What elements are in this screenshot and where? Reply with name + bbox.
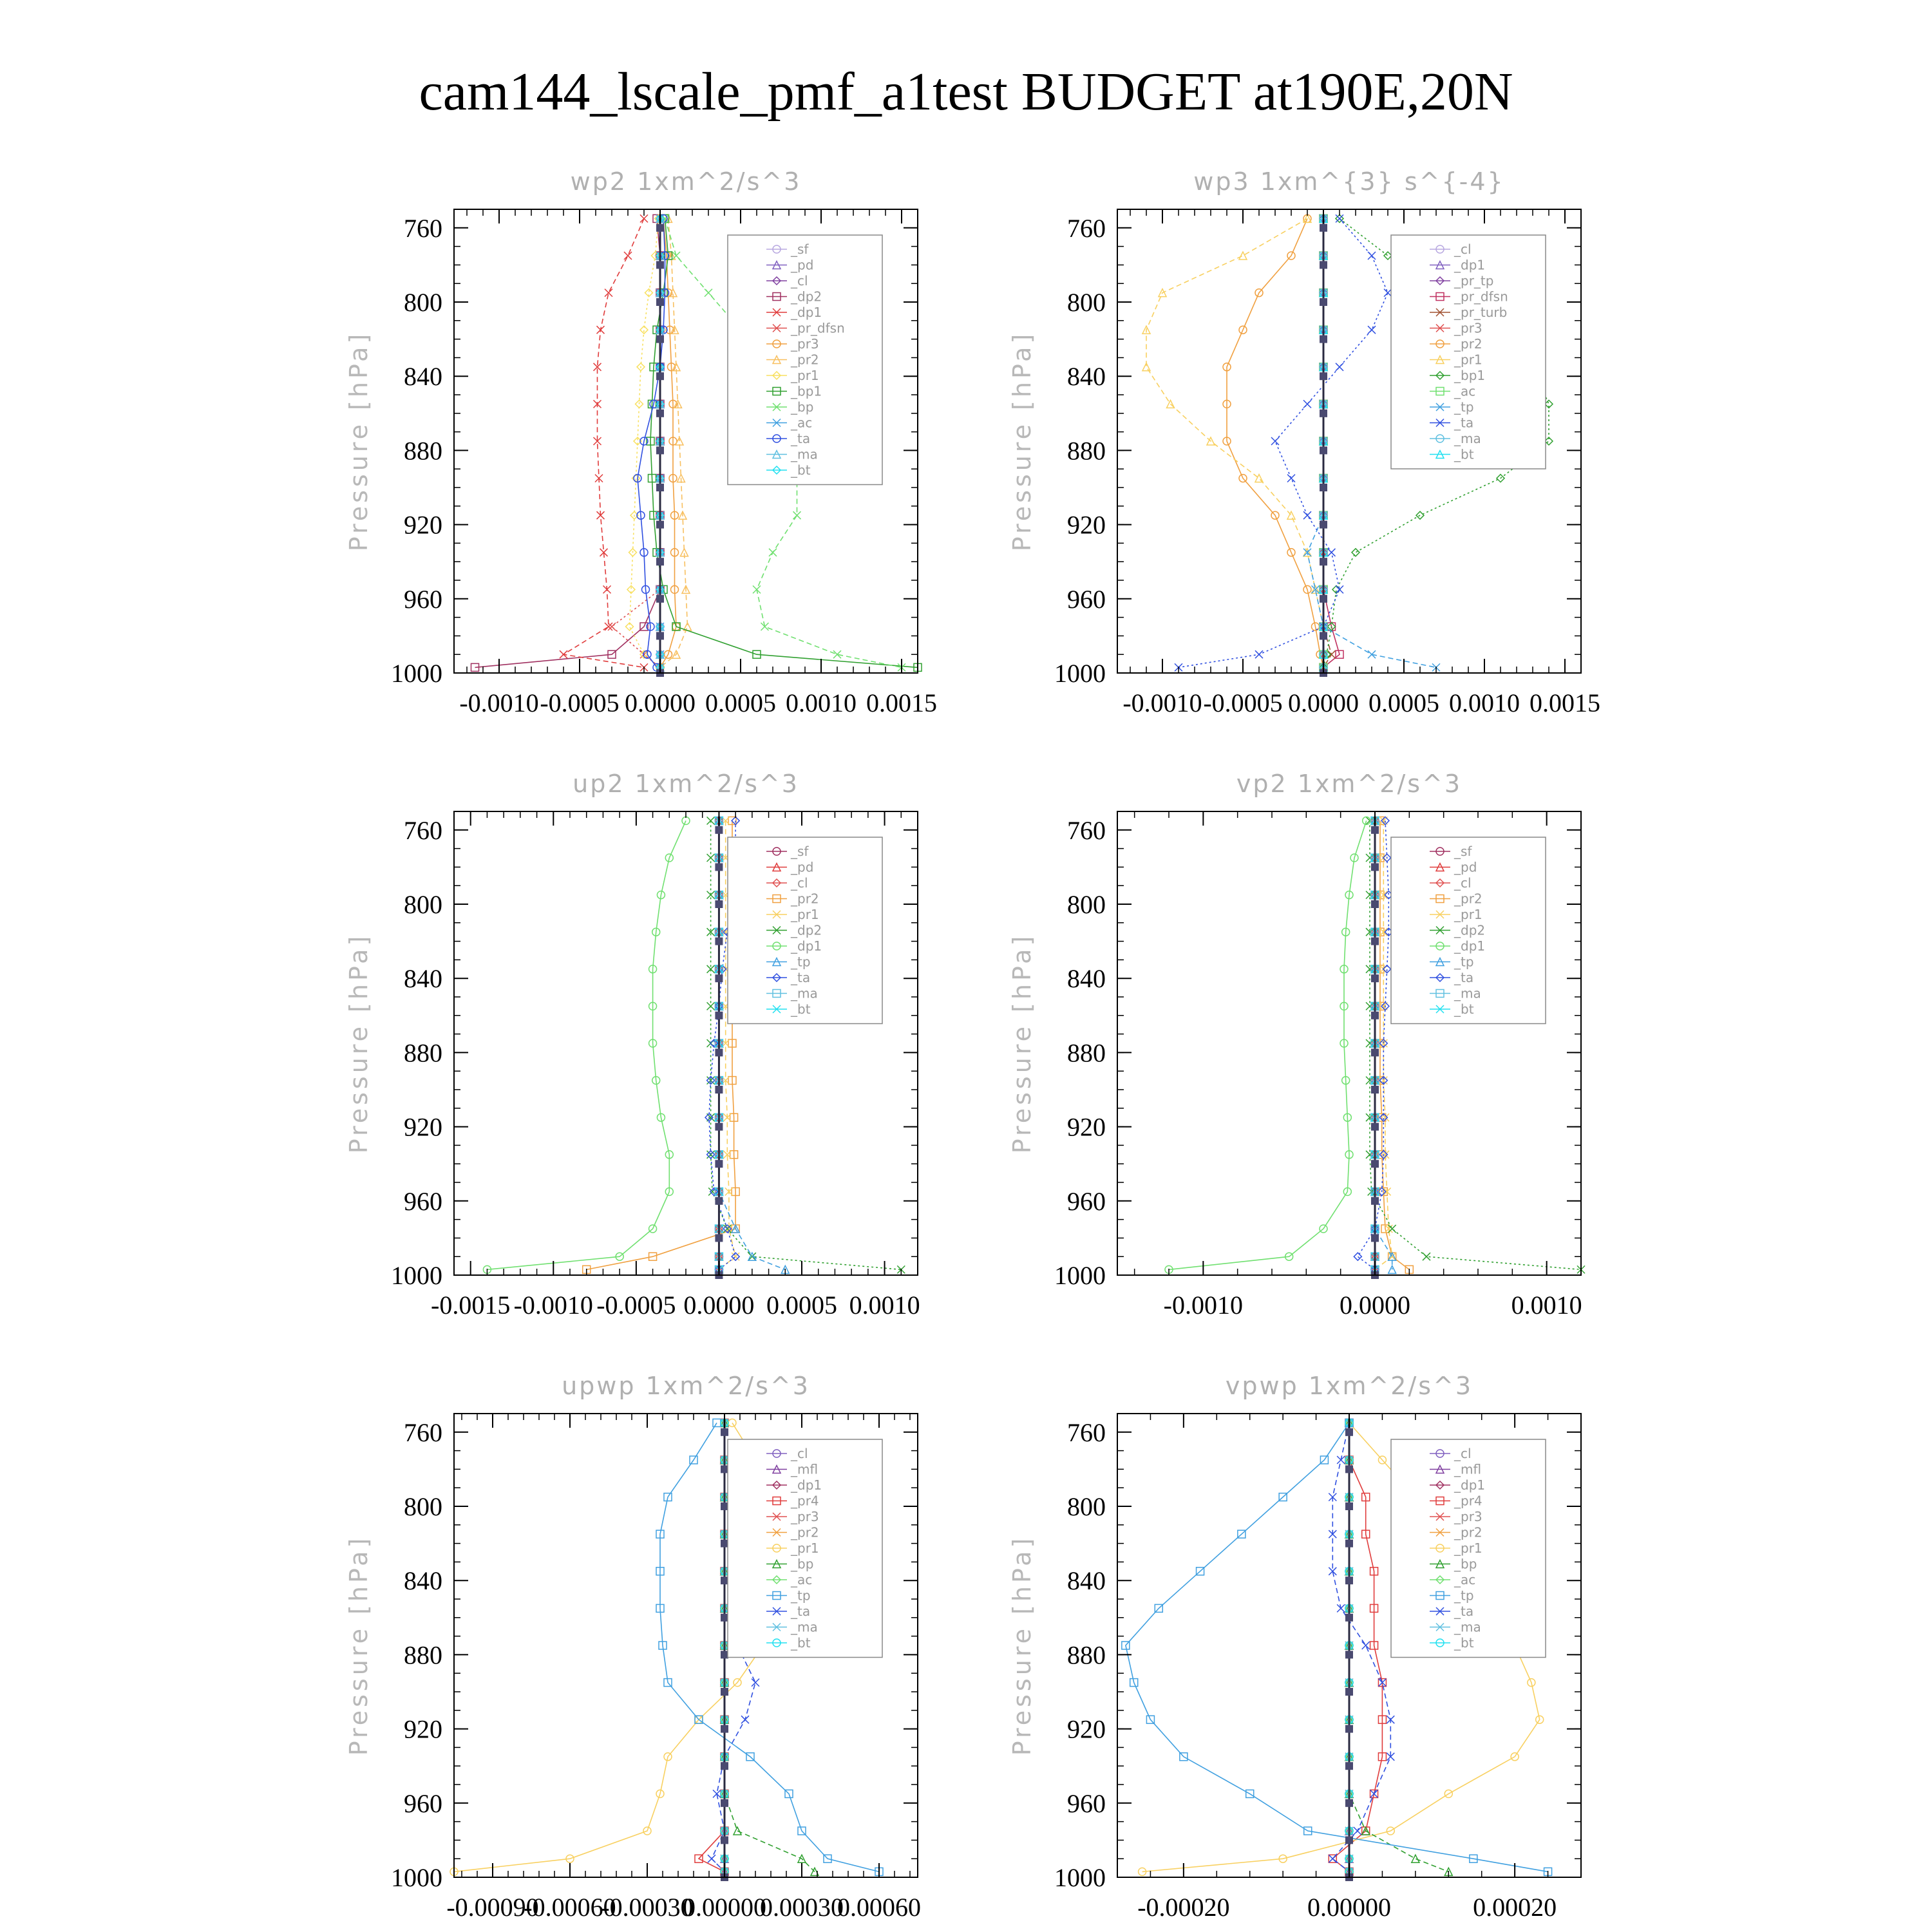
legend-label: _cl <box>791 875 808 891</box>
x-tick-label: 0.0015 <box>866 688 937 717</box>
panel-title: upwp 1xm^2/s^3 <box>562 1372 810 1400</box>
bt-marker <box>1345 1465 1353 1473</box>
legend-label: _pr3 <box>1454 320 1482 336</box>
bt-marker <box>1371 1123 1379 1131</box>
legend-label: _sf <box>1454 844 1472 859</box>
y-axis-label: Pressure [hPa] <box>1008 933 1036 1154</box>
legend <box>1391 1439 1546 1658</box>
legend-label: _tp <box>791 954 811 970</box>
legend-label: _ta <box>791 431 811 446</box>
legend-label: _ma <box>1454 431 1481 446</box>
legend-label: _pr4 <box>791 1493 819 1509</box>
bt-marker <box>1371 974 1379 982</box>
legend-label: _pr1 <box>1454 1540 1482 1556</box>
bt-marker <box>721 1428 728 1436</box>
x-tick-label: -0.00060 <box>524 1893 616 1922</box>
y-tick-label: 800 <box>404 890 442 919</box>
y-tick-label: 880 <box>1067 1640 1106 1670</box>
y-tick-label: 880 <box>404 436 442 466</box>
bt-marker <box>715 1197 723 1205</box>
bt-marker <box>1345 1799 1353 1807</box>
legend-label: _cl <box>1454 875 1472 891</box>
bt-marker <box>721 1725 728 1733</box>
legend <box>1391 837 1546 1024</box>
bt-marker <box>721 1614 728 1622</box>
bt-marker <box>656 298 664 306</box>
y-tick-label: 840 <box>404 362 442 392</box>
y-axis-label: Pressure [hPa] <box>1008 1535 1036 1756</box>
bt-marker <box>715 1086 723 1094</box>
legend-label: _ta <box>1454 1604 1474 1619</box>
bt-marker <box>1371 900 1379 908</box>
legend-label: _ac <box>1454 383 1476 399</box>
legend-label: _pr2 <box>791 891 819 907</box>
bt-marker <box>656 484 664 491</box>
x-tick-label: -0.00030 <box>601 1893 694 1922</box>
x-tick-label: 0.0010 <box>849 1291 920 1320</box>
bt-marker <box>715 900 723 908</box>
legend-label: _bt <box>1454 1635 1474 1651</box>
legend-label: _pr1 <box>791 1540 819 1556</box>
x-tick-label: 0.0000 <box>683 1291 755 1320</box>
bt-marker <box>1371 1086 1379 1094</box>
x-tick-label: 0.00000 <box>683 1893 766 1922</box>
bt-marker <box>1371 938 1379 945</box>
y-tick-label: 840 <box>1067 964 1106 994</box>
legend-label: _pr2 <box>1454 1524 1482 1540</box>
x-tick-label: 0.0005 <box>766 1291 837 1320</box>
bt-marker <box>1345 1762 1353 1770</box>
legend-label: _tp <box>1454 1587 1474 1604</box>
legend-label: _ta <box>1454 970 1474 985</box>
bt-marker <box>721 1762 728 1770</box>
bt-marker <box>721 1651 728 1658</box>
panel-title: vpwp 1xm^2/s^3 <box>1225 1372 1473 1400</box>
bt-marker <box>1320 410 1327 417</box>
y-tick-label: 840 <box>1067 1566 1106 1596</box>
x-tick-label: 0.00030 <box>760 1893 844 1922</box>
legend-label: _pr3 <box>791 1509 819 1524</box>
legend-label: _bt <box>791 1635 811 1651</box>
x-tick-label: 0.0005 <box>1368 688 1439 717</box>
y-tick-label: 1000 <box>391 1863 442 1892</box>
x-tick-label: -0.0010 <box>1122 688 1202 717</box>
x-tick-label: 0.00020 <box>1473 1893 1557 1922</box>
x-tick-label: 0.0010 <box>1449 688 1520 717</box>
x-tick-label: 0.00000 <box>1307 1893 1391 1922</box>
bt-marker <box>656 261 664 269</box>
y-tick-label: 760 <box>1067 213 1106 243</box>
y-tick-label: 920 <box>404 1714 442 1744</box>
bt-marker <box>721 1465 728 1473</box>
y-tick-label: 1000 <box>1054 1261 1106 1290</box>
x-tick-label: -0.0010 <box>513 1291 593 1320</box>
bt-marker <box>1371 1160 1379 1168</box>
legend-label: _pr_dfsn <box>791 320 845 336</box>
bt-marker <box>1320 484 1327 491</box>
bt-marker <box>715 1123 723 1131</box>
legend-label: _ma <box>1454 985 1481 1001</box>
y-tick-label: 960 <box>404 1186 442 1216</box>
legend-label: _ma <box>791 446 818 462</box>
y-tick-label: 920 <box>1067 1112 1106 1142</box>
y-tick-label: 840 <box>404 1566 442 1596</box>
legend-label: _pr1 <box>791 907 819 922</box>
bt-marker <box>1320 336 1327 343</box>
panel-title: vp2 1xm^2/s^3 <box>1236 770 1463 798</box>
y-tick-label: 920 <box>1067 510 1106 540</box>
y-tick-label: 880 <box>404 1640 442 1670</box>
legend-label: _ta <box>791 1604 811 1619</box>
x-tick-label: -0.0015 <box>431 1291 511 1320</box>
x-tick-label: 0.0005 <box>705 688 776 717</box>
legend-label: _pr1 <box>791 368 819 383</box>
y-tick-label: 960 <box>404 1788 442 1818</box>
legend-label: _pr3 <box>1454 1509 1482 1524</box>
y-tick-label: 880 <box>404 1038 442 1068</box>
bt-marker <box>721 1540 728 1548</box>
bt-marker <box>715 863 723 871</box>
legend-label: _dp1 <box>1454 1477 1486 1493</box>
legend-label: _ta <box>1454 415 1474 431</box>
legend-label: _ta <box>791 970 811 985</box>
y-tick-label: 800 <box>404 288 442 317</box>
legend-label: _pr2 <box>1454 336 1482 352</box>
y-tick-label: 800 <box>1067 1492 1106 1521</box>
bt-marker <box>656 410 664 417</box>
bt-marker <box>1320 298 1327 306</box>
legend-label: _ac <box>791 1572 813 1587</box>
legend-label: _bt <box>1454 1001 1474 1017</box>
bt-marker <box>1345 1651 1353 1658</box>
legend-label: _bt <box>791 1001 811 1017</box>
x-tick-label: 0.0010 <box>786 688 857 717</box>
legend-label: _ac <box>1454 1572 1476 1587</box>
bt-marker <box>715 1048 723 1056</box>
legend-label: _ma <box>791 985 818 1001</box>
legend-label: _ac <box>791 415 813 431</box>
legend-label: _pr1 <box>1454 907 1482 922</box>
legend-label: _pd <box>1454 859 1477 875</box>
y-tick-label: 800 <box>1067 890 1106 919</box>
legend-label: _cl <box>791 1446 808 1461</box>
bt-marker <box>1320 446 1327 454</box>
bt-marker <box>1371 863 1379 871</box>
y-tick-label: 920 <box>404 1112 442 1142</box>
legend-label: _dp1 <box>791 938 822 954</box>
bt-marker <box>656 372 664 380</box>
y-tick-label: 760 <box>404 815 442 845</box>
y-tick-label: 800 <box>404 1492 442 1521</box>
legend-label: _cl <box>1454 1446 1472 1461</box>
legend <box>728 235 882 485</box>
bt-marker <box>715 826 723 834</box>
bt-marker <box>721 1799 728 1807</box>
panel-title: wp2 1xm^2/s^3 <box>570 167 802 196</box>
legend-label: _dp1 <box>791 305 822 320</box>
y-tick-label: 1000 <box>391 659 442 688</box>
x-tick-label: 0.0015 <box>1530 688 1600 717</box>
legend-label: _bp1 <box>1454 368 1486 383</box>
bt-marker <box>721 1836 728 1844</box>
legend-label: _pd <box>791 257 814 273</box>
legend-label: _bp <box>791 399 814 415</box>
bt-marker <box>1371 1234 1379 1242</box>
y-axis-label: Pressure [hPa] <box>345 330 373 552</box>
y-tick-label: 760 <box>1067 815 1106 845</box>
legend-label: _dp2 <box>791 289 822 305</box>
legend-label: _pr_tp <box>1454 273 1494 289</box>
y-tick-label: 760 <box>1067 1417 1106 1447</box>
y-tick-label: 840 <box>404 964 442 994</box>
y-tick-label: 920 <box>404 510 442 540</box>
legend-label: _cl <box>791 273 808 289</box>
bt-marker <box>656 224 664 232</box>
legend-label: _sf <box>791 242 809 257</box>
bt-marker <box>1345 1614 1353 1622</box>
x-tick-label: 0.0010 <box>1511 1291 1582 1320</box>
panel-title: up2 1xm^2/s^3 <box>573 770 799 798</box>
legend-label: _bp <box>1454 1556 1477 1572</box>
legend <box>1391 235 1546 469</box>
x-tick-label: 0.0000 <box>625 688 696 717</box>
bt-marker <box>715 1234 723 1242</box>
bt-marker <box>715 1012 723 1019</box>
x-tick-label: -0.0010 <box>459 688 539 717</box>
bt-marker <box>1345 1428 1353 1436</box>
bt-marker <box>1320 261 1327 269</box>
y-axis-label: Pressure [hPa] <box>1008 330 1036 552</box>
y-tick-label: 1000 <box>1054 1863 1106 1892</box>
bt-marker <box>1320 595 1327 603</box>
y-tick-label: 800 <box>1067 288 1106 317</box>
legend-label: _pd <box>791 859 814 875</box>
bt-marker <box>1371 1012 1379 1019</box>
legend-label: _pr_turb <box>1454 305 1508 320</box>
y-tick-label: 1000 <box>391 1261 442 1290</box>
figure-title: cam144_lscale_pmf_a1test BUDGET at190E,20N <box>419 62 1513 122</box>
legend-label: _pr3 <box>791 336 819 352</box>
bt-marker <box>1345 1836 1353 1844</box>
bt-marker <box>1371 1048 1379 1056</box>
legend-label: _cl <box>1454 242 1472 257</box>
x-tick-label: 0.0000 <box>1340 1291 1410 1320</box>
y-tick-label: 960 <box>1067 584 1106 614</box>
bt-marker <box>1345 1725 1353 1733</box>
legend-label: _dp1 <box>791 1477 822 1493</box>
bt-marker <box>656 632 664 639</box>
legend-label: _pr_dfsn <box>1454 289 1508 305</box>
legend-label: _mfl <box>791 1461 819 1477</box>
legend-label: _bp <box>791 1556 814 1572</box>
x-tick-label: -0.0005 <box>1203 688 1283 717</box>
x-tick-label: -0.0005 <box>596 1291 676 1320</box>
bt-marker <box>1320 224 1327 232</box>
y-tick-label: 920 <box>1067 1714 1106 1744</box>
bt-marker <box>656 521 664 529</box>
y-axis-label: Pressure [hPa] <box>345 1535 373 1756</box>
x-tick-label: -0.0005 <box>540 688 620 717</box>
legend-label: _ma <box>791 1619 818 1635</box>
legend <box>728 837 882 1024</box>
legend-label: _pr2 <box>791 1524 819 1540</box>
bt-marker <box>1320 558 1327 565</box>
legend-label: _pr1 <box>1454 352 1482 368</box>
legend-label: _bp1 <box>791 383 822 399</box>
legend-label: _dp1 <box>1454 257 1486 273</box>
bt-marker <box>656 595 664 603</box>
y-tick-label: 960 <box>1067 1186 1106 1216</box>
legend-label: _pr2 <box>791 352 819 368</box>
y-tick-label: 880 <box>1067 1038 1106 1068</box>
bt-marker <box>1345 1502 1353 1510</box>
y-tick-label: 760 <box>404 1417 442 1447</box>
legend-label: _sf <box>791 844 809 859</box>
legend-label: _tp <box>1454 399 1474 415</box>
bt-marker <box>1371 1197 1379 1205</box>
bt-marker <box>1345 1577 1353 1584</box>
panel-title: wp3 1xm^{3} s^{-4} <box>1193 167 1505 196</box>
legend-label: _tp <box>1454 954 1474 970</box>
bt-marker <box>656 336 664 343</box>
y-tick-label: 760 <box>404 213 442 243</box>
legend-label: _dp2 <box>1454 922 1486 938</box>
legend-label: _dp1 <box>1454 938 1486 954</box>
x-tick-label: -0.00020 <box>1137 1893 1230 1922</box>
x-tick-label: -0.0010 <box>1163 1291 1243 1320</box>
legend-label: _bt <box>1454 446 1474 462</box>
bt-marker <box>1320 632 1327 639</box>
bt-marker <box>721 1688 728 1696</box>
y-tick-label: 1000 <box>1054 659 1106 688</box>
bt-marker <box>1320 521 1327 529</box>
legend-label: _ma <box>1454 1619 1481 1635</box>
y-tick-label: 880 <box>1067 436 1106 466</box>
legend <box>728 1439 882 1658</box>
bt-marker <box>715 974 723 982</box>
legend-label: _bt <box>791 462 811 478</box>
x-tick-label: -0.00090 <box>446 1893 539 1922</box>
legend-label: _tp <box>791 1587 811 1604</box>
legend-label: _mfl <box>1454 1461 1482 1477</box>
bt-marker <box>715 938 723 945</box>
bt-marker <box>1345 1540 1353 1548</box>
bt-marker <box>721 1502 728 1510</box>
bt-marker <box>656 558 664 565</box>
bt-marker <box>1371 826 1379 834</box>
y-tick-label: 960 <box>1067 1788 1106 1818</box>
y-tick-label: 960 <box>404 584 442 614</box>
legend-label: _dp2 <box>791 922 822 938</box>
legend-label: _pr2 <box>1454 891 1482 907</box>
bt-marker <box>656 446 664 454</box>
bt-marker <box>721 1577 728 1584</box>
legend-label: _pr4 <box>1454 1493 1482 1509</box>
bt-marker <box>1320 372 1327 380</box>
x-tick-label: 0.0000 <box>1288 688 1359 717</box>
y-axis-label: Pressure [hPa] <box>345 933 373 1154</box>
x-tick-label: 0.00060 <box>837 1893 921 1922</box>
y-tick-label: 840 <box>1067 362 1106 392</box>
bt-marker <box>715 1160 723 1168</box>
bt-marker <box>1345 1688 1353 1696</box>
